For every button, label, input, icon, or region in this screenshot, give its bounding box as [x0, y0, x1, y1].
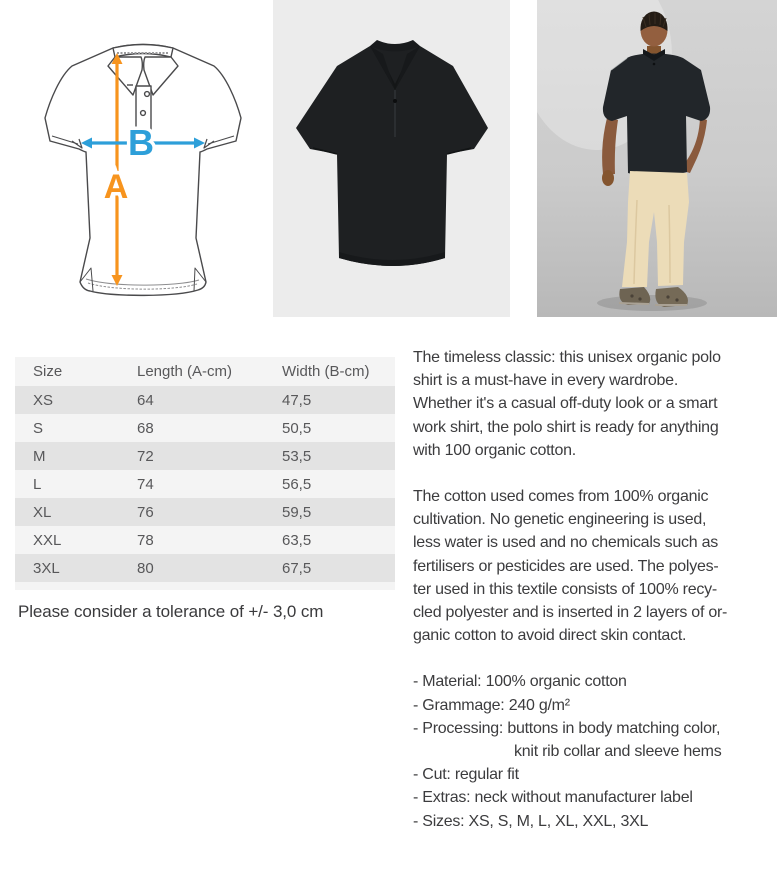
table-row-s: [15, 414, 395, 442]
cell-size: XL: [33, 503, 52, 521]
spec-line-extras: - Extras: neck without manufacturer label: [413, 789, 693, 807]
spec-line-grammage: - Grammage: 240 g/m²: [413, 696, 570, 714]
cell-length: 78: [137, 531, 154, 549]
description-line: work shirt, the polo shirt is ready for anything: [413, 418, 719, 436]
description-line: with 100 organic cotton.: [413, 441, 576, 459]
tolerance-note: Please consider a tolerance of +/- 3,0 cm: [18, 602, 324, 621]
column-header-size: Size: [33, 363, 63, 380]
description-line: The cotton used comes from 100% organic: [413, 488, 709, 506]
size-chart-header-row: [15, 357, 395, 386]
cell-width: 56,5: [282, 475, 312, 493]
cell-width: 67,5: [282, 559, 312, 577]
size-chart-table: [15, 357, 395, 590]
polo-measurement-drawing: [0, 0, 265, 317]
label-a: A: [103, 168, 129, 206]
product-description: [413, 346, 777, 833]
column-header-length: Length (A-cm): [137, 363, 233, 380]
table-row-xl: [15, 498, 395, 526]
description-line: shirt is a must-have in every wardrobe.: [413, 372, 679, 390]
product-flat-image: [273, 0, 510, 317]
cell-length: 80: [137, 559, 154, 577]
spec-line-processing-cont: knit rib collar and sleeve hems: [514, 743, 722, 761]
size-diagram-image: [0, 0, 265, 317]
cell-size: M: [33, 447, 46, 465]
description-line: ganic cotton to avoid direct skin contact.: [413, 627, 687, 645]
cell-size: 3XL: [33, 559, 60, 577]
cell-size: L: [33, 475, 42, 493]
table-row-m: [15, 442, 395, 470]
cell-width: 50,5: [282, 419, 312, 437]
cell-size: XXL: [33, 531, 62, 549]
cell-width: 53,5: [282, 447, 312, 465]
black-polo-flat: [273, 0, 510, 317]
cell-width: 47,5: [282, 391, 312, 409]
paragraph-gap: [413, 462, 777, 485]
model-photo-image: [537, 0, 777, 317]
description-line: fertilisers or pesticides are used. The polyes-: [413, 557, 719, 575]
cell-size: XS: [33, 391, 54, 409]
spec-line-cut: - Cut: regular fit: [413, 766, 519, 784]
description-line: ter used in this textile consists of 100% recy-: [413, 580, 717, 598]
table-row-3xl: [15, 554, 395, 582]
column-header-width: Width (B-cm): [282, 363, 370, 380]
cell-length: 68: [137, 419, 154, 437]
table-row-l: [15, 470, 395, 498]
cell-length: 72: [137, 447, 154, 465]
table-row-xs: [15, 386, 395, 414]
paragraph-gap: [413, 647, 777, 670]
model-wearing-polo: [537, 0, 777, 317]
description-line: Whether it's a casual off-duty look or a smart: [413, 395, 718, 413]
cell-width: 59,5: [282, 503, 312, 521]
cell-width: 63,5: [282, 531, 312, 549]
description-line: The timeless classic: this unisex organic polo: [413, 349, 721, 366]
spec-line-material: - Material: 100% organic cotton: [413, 673, 627, 691]
description-line: less water is used and no chemicals such as: [413, 534, 718, 552]
label-b: B: [128, 122, 154, 163]
spec-line-sizes: - Sizes: XS, S, M, L, XL, XXL, 3XL: [413, 812, 649, 830]
cell-length: 64: [137, 391, 154, 409]
description-line: cultivation. No genetic engineering is used,: [413, 511, 707, 529]
cell-size: S: [33, 419, 44, 437]
cell-length: 74: [137, 475, 154, 493]
table-row-xxl: [15, 526, 395, 554]
cell-length: 76: [137, 503, 154, 521]
description-line: cled polyester and is inserted in 2 layers of or-: [413, 604, 728, 622]
spec-line-processing: - Processing: buttons in body matching color,: [413, 719, 721, 737]
